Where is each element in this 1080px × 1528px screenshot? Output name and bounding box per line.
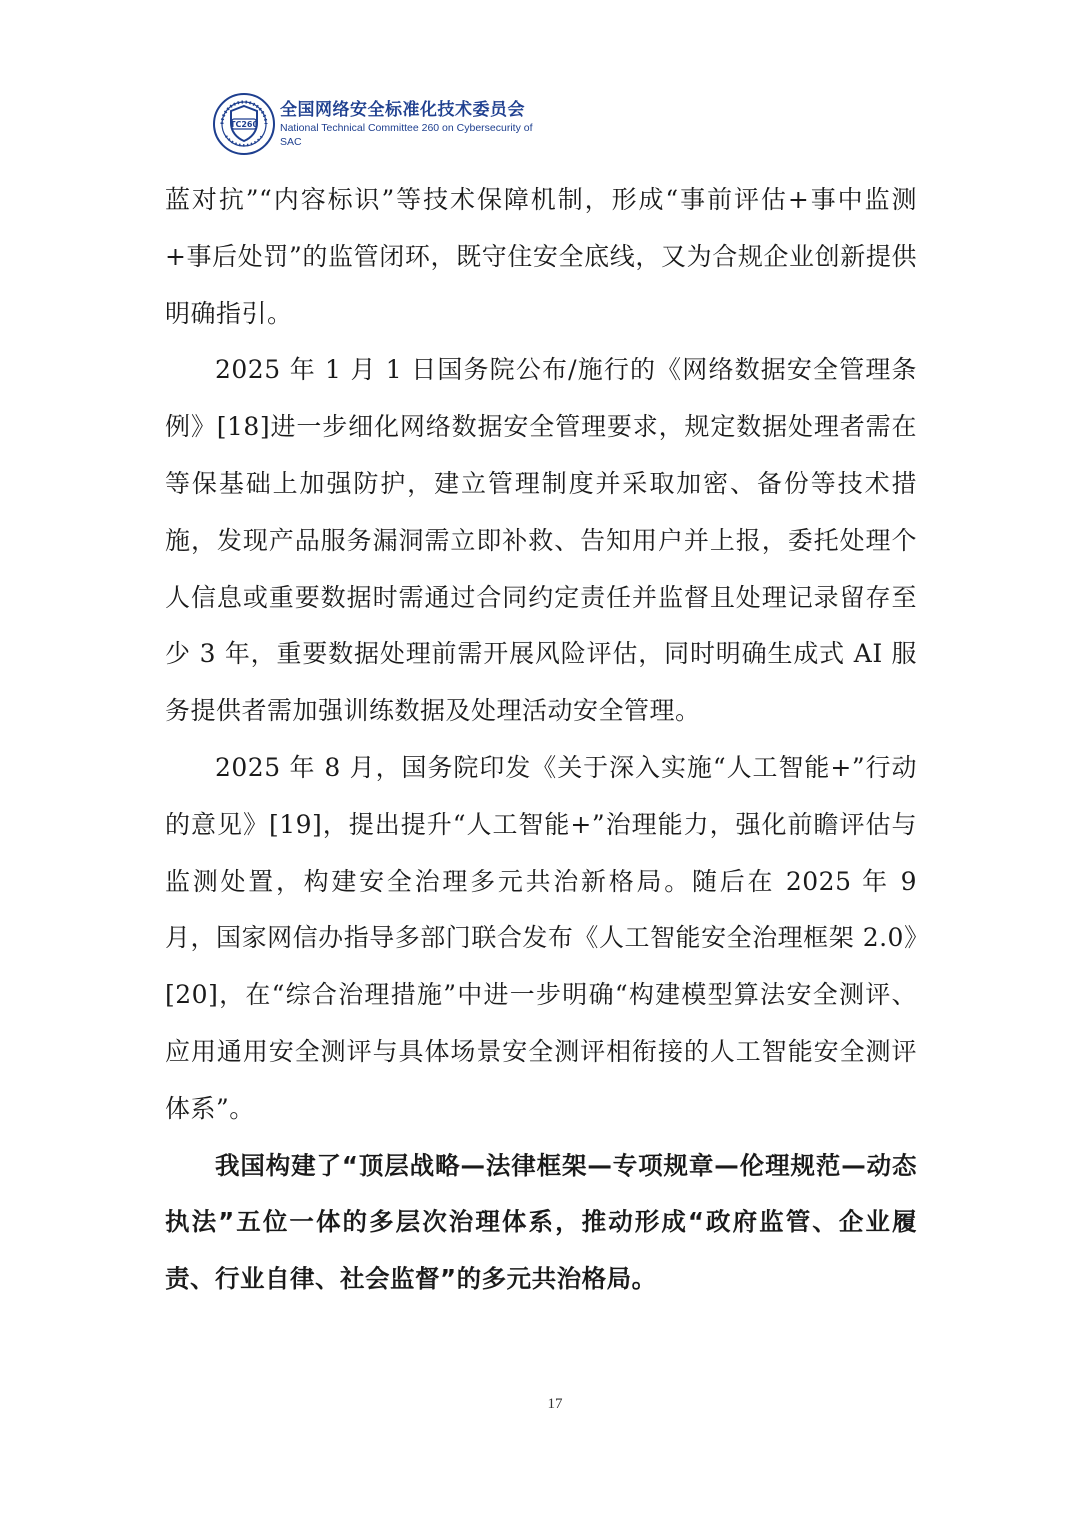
org-name-en: National Technical Committee 260 on Cybersecurity of SAC — [280, 121, 533, 148]
svg-text:TC260: TC260 — [229, 120, 259, 129]
paragraph-4-summary: 我国构建了“顶层战略—法律框架—专项规章—伦理规范—动态执法”五位一体的多层次治理体系，推动形成“政府监管、企业履责、行业自律、社会监督”的多元共治格局。 — [165, 1150, 917, 1294]
org-name-block — [280, 100, 534, 149]
paragraph-2: 2025 年 1 月 1 日国务院公布/施行的《网络数据安全管理条例》[18]进一步细化网络数据安全管理要求，规定数据处理者需在等保基础上加强防护，建立管理制度并采取加密、备份等技术措施，发现产品服务漏洞需立即补救、告知用户并上报，委托处理个人信息或重要数据时需通过合同约定责任并监督且处理记录留存至少 3 年，重要数据处理前需开展风险评估，同时明确生成式 AI 服务提供者需加强训练数据及处理活动安全管理。 — [165, 355, 917, 726]
document-body — [165, 172, 917, 1308]
page-number: 17 — [547, 1396, 563, 1412]
paragraph-1: 蓝对抗”“内容标识”等技术保障机制，形成“事前评估+事中监测+事后处罚”的监管闭环，既守住安全底线，又为合规企业创新提供明确指引。 — [165, 185, 917, 328]
tc260-seal-icon — [212, 92, 276, 156]
document-header — [212, 86, 534, 162]
org-name-cn: 全国网络安全标准化技术委员会 — [280, 99, 525, 120]
paragraph-3: 2025 年 8 月，国务院印发《关于深入实施“人工智能+”行动的意见》[19]，提出提升“人工智能+”治理能力，强化前瞻评估与监测处置，构建安全治理多元共治新格局。随后在 2025 年 9 月，国家网信办指导多部门联合发布《人工智能安全治理框架 2.0》[20]，在“综合治理措施”中进一步明确“构建模型算法安全测评、应用通用安全测评与具体场景安全测评相衔接的人工智能安全测评体系”。 — [165, 752, 917, 1123]
